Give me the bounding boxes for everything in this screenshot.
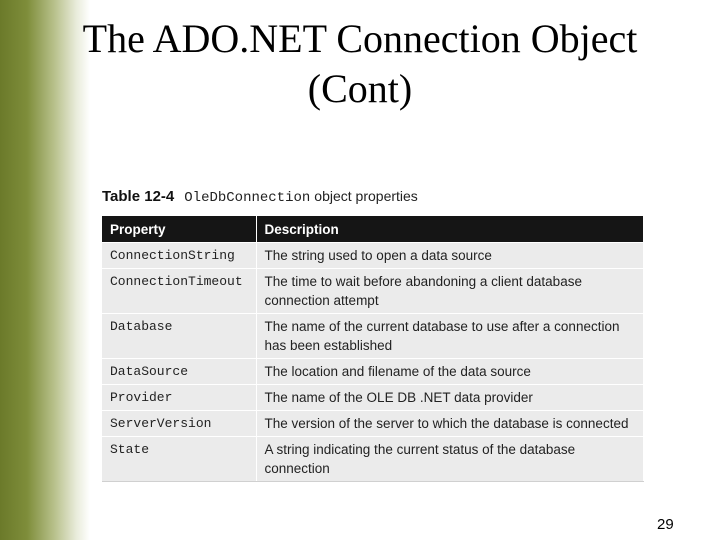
description-cell: The name of the OLE DB .NET data provider — [256, 385, 643, 411]
property-cell: State — [102, 437, 256, 482]
slide-title-line-1: The ADO.NET Connection Object — [82, 16, 638, 61]
column-header-property: Property — [102, 216, 256, 243]
table-row — [102, 359, 643, 385]
description-cell: The time to wait before abandoning a client database connection attempt — [256, 269, 643, 314]
slide-title — [0, 14, 720, 114]
properties-table — [102, 216, 644, 482]
table-row — [102, 385, 643, 411]
page-number: 29 — [657, 516, 674, 533]
property-cell: Database — [102, 314, 256, 359]
property-cell: DataSource — [102, 359, 256, 385]
description-cell: The string used to open a data source — [256, 243, 643, 269]
property-cell: ConnectionTimeout — [102, 269, 256, 314]
table-row — [102, 437, 643, 482]
table-row — [102, 269, 643, 314]
column-header-description: Description — [256, 216, 643, 243]
table-caption-code: OleDbConnection — [184, 190, 311, 206]
property-cell: ConnectionString — [102, 243, 256, 269]
table-row — [102, 243, 643, 269]
table-caption-text: object properties — [314, 188, 418, 204]
description-cell: The name of the current database to use after a connection has been established — [256, 314, 643, 359]
table-row — [102, 411, 643, 437]
description-cell: A string indicating the current status of the database connection — [256, 437, 643, 482]
description-cell: The version of the server to which the database is connected — [256, 411, 643, 437]
property-cell: ServerVersion — [102, 411, 256, 437]
description-cell: The location and filename of the data source — [256, 359, 643, 385]
property-cell: Provider — [102, 385, 256, 411]
table-caption-number: Table 12-4 — [102, 188, 175, 205]
table-row — [102, 314, 643, 359]
table-header-row — [102, 216, 643, 243]
slide-title-line-2: (Cont) — [307, 66, 413, 111]
table-caption — [102, 188, 418, 212]
